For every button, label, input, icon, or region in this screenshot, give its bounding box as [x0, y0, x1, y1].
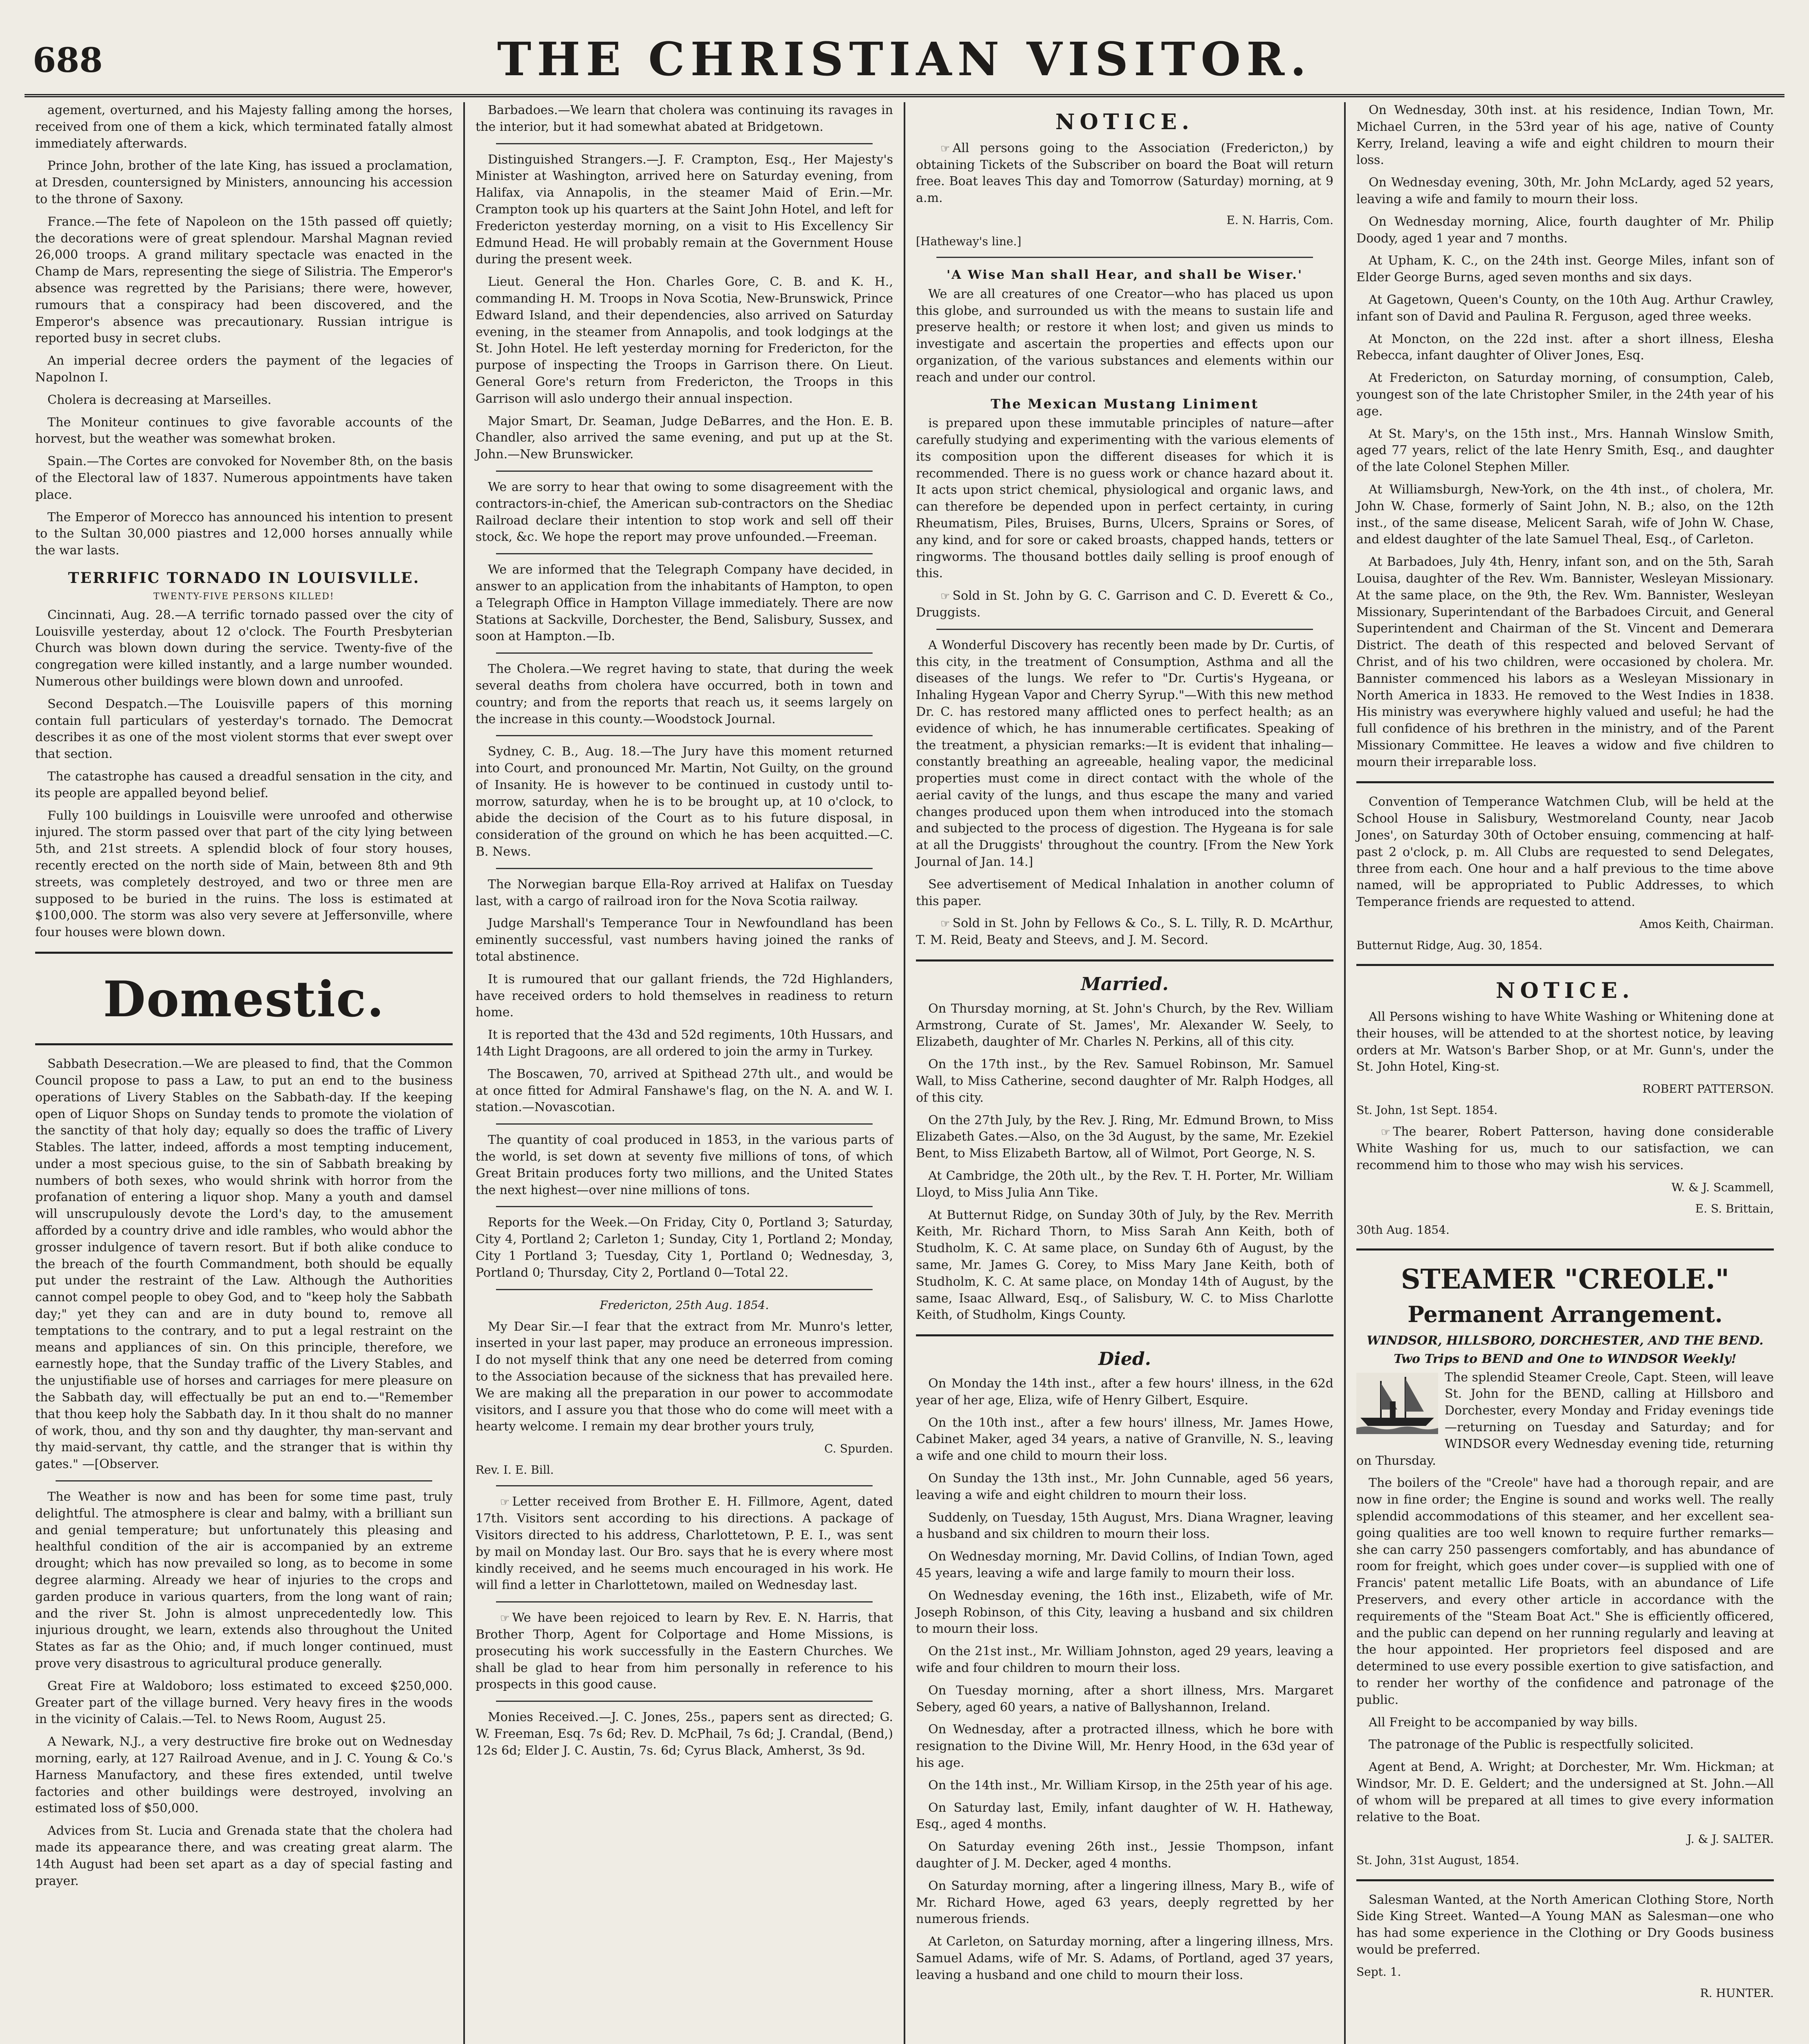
notice-paragraph: On the 17th inst., by the Rev. Samuel Robinson, Mr. Samuel Wall, to Miss Catherine, second daughter of Mr. Ralph Hodges, all of this city.: [916, 1057, 1333, 1105]
article-divider: [496, 1701, 873, 1702]
article-paragraph: My Dear Sir.—I fear that the extract from Mr. Munro's letter, inserted in your last paper, may produce an erroneous impression. I do not myself think that any one need be deterred from coming to the Association because of the sickness that has prevailed here. We are making all the preparation in our power to accommodate visitors, and I assure you that those who do come will meet with a hearty welcome. I remain my dear brother yours truly,: [476, 1319, 893, 1434]
article-paragraph: Fully 100 buildings in Louisville were unroofed and otherwise injured. The storm passed over that part of the city lying between 5th, and 21st streets. A splendid block of four story houses, recently erected on the north side of Main, between 8th and 9th streets, was completely destroyed, and two or three men are supposed to be buried in the ruins. The loss is estimated at $100,000. The storm was also very severe at Jeffersonville, where four houses were blown down.: [35, 808, 453, 940]
masthead-title: THE CHRISTIAN VISITOR.: [497, 33, 1312, 86]
notice-paragraph: On Tuesday morning, after a short illness, Mrs. Margaret Sebery, aged 60 years, a native of Ballyshannon, Ireland.: [916, 1683, 1333, 1715]
steamer-paragraph: [1356, 1369, 1774, 1470]
steamer-date: St. John, 31st August, 1854.: [1356, 1853, 1519, 1867]
article-paragraph: We are sorry to hear that owing to some disagreement with the contractors-in-chief, the American sub-contractors on the Shediac Railroad declare their intention to stop work and sell off their stock, &c. We hope the report may prove unfounded.—Freeman.: [476, 480, 893, 545]
article-divider: [496, 143, 873, 144]
article-paragraph: The Boscawen, 70, arrived at Spithead 27th ult., and would be at once fitted for Admiral Fanshawe's flag, on the N. A. and W. I. station.—Novascotian.: [476, 1067, 893, 1115]
columns-container: [25, 102, 1784, 2044]
domestic-section-title: Domestic.: [103, 970, 385, 1028]
notice-paragraph: On Saturday evening 26th inst., Jessie Thompson, infant daughter of J. M. Decker, aged 4 months.: [916, 1840, 1333, 1871]
article-divider: [496, 868, 873, 869]
article-paragraph: The quantity of coal produced in 1853, in the various parts of the world, is set down at seventy five millions of tons, of which Great Britain produces forty two millions, and the United States the next highest—over nine millions of tons.: [476, 1133, 893, 1197]
column-3: [905, 102, 1346, 2044]
article-paragraph: Prince John, brother of the late King, has issued a proclamation, at Dresden, countersigned by Ministers, announcing his accession to the throne of Saxony.: [35, 159, 453, 206]
salesman-date: Sept. 1.: [1356, 1965, 1401, 1979]
mustang-headline: The Mexican Mustang Liniment: [990, 396, 1259, 412]
page-header: [25, 16, 1784, 110]
article-paragraph: Second Despatch.—The Louisville papers of this morning contain full particulars of yesterday's tornado. The Democrat describes it as one of the most violent storms that ever swept over that section.: [35, 697, 453, 762]
notice-paragraph: At Upham, K. C., on the 24th inst. George Miles, infant son of Elder George Burns, aged seven months and six days.: [1356, 253, 1774, 285]
convention-signature: Amos Keith, Chairman.: [1639, 917, 1774, 931]
notice-paragraph: On Saturday morning, after a lingering illness, Mary B., wife of Mr. Richard Howe, aged 63 years, deeply regretted by her numerous friends.: [916, 1878, 1333, 1927]
notice-paragraph: At Barbadoes, July 4th, Henry, infant son, and on the 5th, Sarah Louisa, daughter of the Rev. Wm. Bannister, Wesleyan Missionary. At the same place, on the 9th, the Rev. Wm. Bannister, Wesleyan Missionary, Superintendant of the Barbadoes Circuit, and General Superintendent and Chairman of the St. Vincent and Demerara District. The death of this respected and beloved Servant of Christ, and of his two children, were occasioned by cholera. Mr. Bannister commenced his labors as a Wesleyan Missionary in North America in 1833. He removed to the West Indies in 1838. His ministry was everywhere highly valued and useful; he had the full confidence of his brethren in the ministry, and of the Parent Missionary Committee. He leaves a widow and five children to mourn their irreparable loss.: [1356, 555, 1774, 769]
article-paragraph: We are all creatures of one Creator—who has placed us upon this globe, and surrounded us with the means to sustain life and preserve health; or restore it when lost; and given us minds to investigate and ascertain the properties and effects upon our organization, of the various substances and elements within our reach and under our control.: [916, 287, 1333, 385]
notice-paragraph: On Wednesday evening, 30th, Mr. John McLardy, aged 52 years, leaving a wife and family to mourn their loss.: [1356, 175, 1774, 206]
pointing-hand-icon: ☞: [1381, 1126, 1391, 1139]
article-paragraph: agement, overturned, and his Majesty falling among the horses, received from one of them a kick, which terminated fatally almost immediately afterwards.: [35, 103, 453, 151]
article-paragraph: Monies Received.—J. C. Jones, 25s., papers sent as directed; G. W. Freeman, Esq. 7s 6d; Rev. D. McPhail, 7s 6d; J. Crandal, (Bend,) 12s 6d; Elder J. C. Austin, 7s. 6d; Cyrus Black, Amherst, 3s 9d.: [476, 1710, 893, 1758]
notice-paragraph: On Wednesday morning, Alice, fourth daughter of Mr. Philip Doody, aged 1 year and 7 months.: [1356, 214, 1774, 246]
article-paragraph: A Wonderful Discovery has recently been made by Dr. Curtis, of this city, in the treatment of Consumption, Asthma and all the diseases of the lungs. We refer to "Dr. Curtis's Hygeana, or Inhaling Hygean Vapor and Cherry Syrup."—With this new method Dr. C. has restored many afflicted ones to perfect health; as an evidence of which, he has innumerable certificates. Speaking of the treatment, a physician remarks:—It is evident that inhaling—constantly breathing an agreeable, healing vapor, the medicinal properties must come in direct contact with the whole of the aerial cavity of the lungs, and thus escape the many and varied changes produced upon them when introduced into the stomach and subjected to the process of digestion. The Hygeana is for sale at all the Druggists' throughout the country. [From the New York Journal of Jan. 14.]: [916, 638, 1333, 870]
article-paragraph: The Moniteur continues to give favorable accounts of the horvest, but the weather was somewhat broken.: [35, 415, 453, 446]
steamer-signature: J. & J. SALTER.: [1687, 1832, 1774, 1846]
notice-paragraph: On Wednesday, 30th inst. at his residence, Indian Town, Mr. Michael Curren, in the 53rd year of his age, native of County Kerry, Ireland, leaving a wife and eight children to mourn their loss.: [1356, 103, 1774, 168]
article-paragraph: [476, 1610, 893, 1693]
notice-paragraph: On the 14th inst., Mr. William Kirsop, in the 25th year of his age.: [928, 1778, 1333, 1793]
died-section-title: Died.: [1098, 1349, 1151, 1370]
notice-signature: ROBERT PATTERSON.: [1642, 1082, 1774, 1096]
pointing-hand-icon: ☞: [500, 1612, 510, 1625]
steamer-paragraph: The boilers of the "Creole" have had a thorough repair, and are now in fine order; the Engine is sound and works well. The really splendid accommodations of this steamer, and her excellent sea-going qualities are too well known to require further remarks—she can carry 250 passengers comfortably, and has abundance of room for freight, which goes under cover—is supplied with one of Francis' patent metallic Life Boats, with an abundance of Life Preservers, and every other article in accordance with the requirements of the "Steam Boat Act." She is efficiently officered, and the public can depend on her running regularly and leaving at the hour appointed. Her proprietors feel disposed and are determined to use every possible exertion to give satisfaction, and to render her worthy of the confidence and patronage of the public.: [1356, 1476, 1774, 1707]
notice-paragraph: On Saturday last, Emily, infant daughter of W. H. Hatheway, Esq., aged 4 months.: [916, 1800, 1333, 1832]
article-paragraph: See advertisement of Medical Inhalation in another column of this paper.: [916, 877, 1333, 908]
column-1: [25, 102, 465, 2044]
header-rule: [25, 94, 1784, 97]
article-paragraph: [476, 1494, 893, 1594]
article-paragraph: It is rumoured that our gallant friends, the 72d Highlanders, have received orders to hold themselves in readiness to return home.: [476, 972, 893, 1020]
section-divider: [35, 1043, 453, 1045]
article-divider: [496, 652, 873, 654]
married-section-title: Married.: [1081, 974, 1169, 995]
article-paragraph: is prepared upon these immutable principles of nature—after carefully studying and experimenting with the various elements of its composition upon the different diseases for which it is recommended. There is no guess work or chance hazard about it. It acts upon strict chemical, physiological and organic laws, and can therefore be depended upon in perfect certainty, in curing Rheumatism, Piles, Bruises, Burns, Ulcers, Sprains or Sores, of any kind, and for sore or caked broasts, chapped hands, tetters or ringworms. The thousand bottles daily selling is proof enough of this.: [916, 416, 1333, 581]
bearer-signature: W. & J. Scammell,: [1671, 1180, 1774, 1194]
section-divider: [916, 959, 1333, 961]
article-paragraph: We are informed that the Telegraph Company have decided, in answer to an application from the inhabitants of Hampton, to open a Telegraph Office in Hampton Village immediately. There are now Stations at Sackville, Dorchester, the Bend, Salisbury, Sussex, and soon at Hampton.—Ib.: [476, 563, 893, 644]
article-paragraph: Sydney, C. B., Aug. 18.—The Jury have this moment returned into Court, and pronounced Mr. Martin, Not Guilty, on the ground of Insanity. He is however to be continued in custody until to-morrow, saturday, when he is to be brought up, at 10 o'clock, to abide the decision of the Court as to his future disposal, in consideration of the ground on which he has been acquitted.—C. B. News.: [476, 744, 893, 859]
notice-paragraph: On Sunday the 13th inst., Mr. John Cunnable, aged 56 years, leaving a wife and eight children to mourn their loss.: [916, 1471, 1333, 1502]
article-paragraph: France.—The fete of Napoleon on the 15th passed off quietly; the decorations were of great splendour. Marshal Magnan revied 26,000 troops. A grand military spectacle was enacted in the Champ de Mars, representing the siege of Silistria. The Emperor's absence was regretted by the Parisians; there were, however, rumours that a conspiracy had been discovered, and the Emperor's absence was precautionary. Russian intrigue is reported busy in secret clubs.: [35, 214, 453, 346]
article-paragraph: The Emperor of Morecco has announced his intention to present to the Sultan 30,000 piastres and 12,000 horses annually while the war lasts.: [35, 510, 453, 558]
notice-title: NOTICE.: [1055, 110, 1194, 134]
article-divider: [936, 629, 1313, 630]
notice-paragraph: At Butternut Ridge, on Sunday 30th of July, by the Rev. Merrith Keith, Mr. Richard Thorn, to Miss Sarah Ann Keith, both of Studholm, K. C. At same place, on Sunday 6th of August, by the same, Mr. James G. Corey, to Miss Mary Jane Keith, both of Studholm, K. C. At same place, on Monday 14th of August, by the same, Isaac Allward, Esq., of Salisbury, W. C. to Miss Charlotte Keith, of Studholm, Kings County.: [916, 1208, 1333, 1322]
letter-dateline: Fredericton, 25th Aug. 1854.: [599, 1298, 769, 1312]
article-divider: [496, 1289, 873, 1290]
convention-notice: Convention of Temperance Watchmen Club, will be held at the School House in Salisbury, Westmoreland County, near Jacob Jones', on Saturday 30th of October ensuing, commencing at half-past 2 o'clock, p. m. All Clubs are requested to send Delegates, three from each. One hour and a half previous to the time above named, will be appropriated to Public Addresses, to which Temperance friends are requested to attend.: [1356, 795, 1774, 910]
article-paragraph: [1356, 1124, 1774, 1174]
steamship-icon: [1356, 1373, 1438, 1434]
section-divider: [916, 1334, 1333, 1336]
column-2: [465, 102, 905, 2044]
notice-note: [Hatheway's line.]: [916, 234, 1021, 248]
article-text: Letter received from Brother E. H. Fillmore, Agent, dated 17th. Visitors sent according to his directions. A package of Visitors directed to his address, Charlottetown, P. E. I., was sent by mail on Monday last. Our Bro. says that he is every where most kindly received, and he seems much encouraged in his work. He will find a letter in Charlottetown, mailed on Wednesday last.: [476, 1495, 893, 1593]
article-paragraph: Spain.—The Cortes are convoked for November 8th, on the basis of the Electoral law of 1837. Numerous appointments have taken place.: [35, 454, 453, 502]
notice-paragraph: On Wednesday, after a protracted illness, which he bore with resignation to the Divine Will, Mr. Henry Hood, in the 63d year of his age.: [916, 1722, 1333, 1770]
article-paragraph: A Newark, N.J., a very destructive fire broke out on Wednesday morning, early, at 127 Railroad Avenue, and in J. C. Young & Co.'s Harness Manufactory, and these fires extended, until twelve factories and other buildings were destroyed, involving an estimated loss of $50,000.: [35, 1735, 453, 1816]
article-divider: [496, 735, 873, 736]
pointing-hand-icon: ☞: [940, 590, 950, 603]
section-divider: [1356, 964, 1774, 966]
notice-paragraph: On Monday the 14th inst., after a few hours' illness, in the 62d year of her age, Eliza, wife of Henry Gilbert, Esquire.: [916, 1376, 1333, 1407]
steamer-route: WINDSOR, HILLSBORO, DORCHESTER, AND THE BEND.: [1367, 1334, 1764, 1348]
article-paragraph: Distinguished Strangers.—J. F. Crampton, Esq., Her Majesty's Minister at Washington, arrived here on Saturday evening, from Halifax, via Annapolis, in the steamer Maid of Erin.—Mr. Crampton took up his quarters at the Saint John Hotel, and left for Fredericton yesterday morning, on a visit to His Excellency Sir Edmund Head. He will probably remain at the Government House during the present week.: [476, 152, 893, 267]
article-divider: [496, 471, 873, 472]
notice-title: NOTICE.: [1496, 978, 1634, 1004]
letter-signature: C. Spurden.: [824, 1442, 893, 1456]
article-paragraph: The Weather is now and has been for some time past, truly delightful. The atmosphere is clear and balmy, with a brilliant sun and genial temperature; but unfortunately this pleasing and healthful condition of the air is accompanied by an extreme drought; which has now prevailed so long, as to become in some degree alarming. Already we hear of injuries to the crops and garden produce in various quarters, from the long want of rain; and the river St. John is almost unprecedentedly low. This injurious drought, we learn, extends also throughout the United States as far as the Ohio; and, if much longer continued, must prove very disastrous to agricultural produce generally.: [35, 1490, 453, 1671]
article-paragraph: The catastrophe has caused a dreadful sensation in the city, and its people are appalled beyond belief.: [35, 769, 453, 800]
article-paragraph: [916, 588, 1333, 621]
notice-signature: E. N. Harris, Com.: [1226, 213, 1333, 227]
article-paragraph: Cholera is decreasing at Marseilles.: [47, 392, 272, 407]
notice-paragraph: Suddenly, on Tuesday, 15th August, Mrs. Diana Wragner, leaving a husband and six children to mourn their loss.: [916, 1510, 1333, 1542]
convention-place: Butternut Ridge, Aug. 30, 1854.: [1356, 939, 1543, 953]
section-divider: [35, 952, 453, 954]
article-divider: [496, 1206, 873, 1207]
article-paragraph: Advices from St. Lucia and Grenada state that the cholera had made its appearance there, and was creating great alarm. The 14th August had been set apart as a day of special fasting and prayer.: [35, 1824, 453, 1888]
notice-paragraph: At Carleton, on Saturday morning, after a lingering illness, Mrs. Samuel Adams, wife of Mr. S. Adams, of Portland, aged 37 years, leaving a husband and one child to mourn their loss.: [916, 1934, 1333, 1982]
steamer-trips: Two Trips to BEND and One to WINDSOR Weekly!: [1394, 1351, 1737, 1366]
letter-recipient: Rev. I. E. Bill.: [476, 1463, 554, 1477]
article-paragraph: It is reported that the 43d and 52d regiments, 10th Hussars, and 14th Light Dragoons, are all ordered to join the army in Turkey.: [476, 1028, 893, 1059]
notice-paragraph: At Fredericton, on Saturday morning, of consumption, Caleb, youngest son of the late Christopher Smiler, in the 24th year of his age.: [1356, 371, 1774, 419]
article-divider: [496, 1123, 873, 1125]
article-text: We have been rejoiced to learn by Rev. E. N. Harris, that Brother Thorp, Agent for Colportage and Home Missions, is prosecuting his work successfully in the Eastern Churches. We shall be glad to hear from him personally in reference to his prospects in this good cause.: [476, 1611, 893, 1692]
bearer-date: 30th Aug. 1854.: [1356, 1223, 1450, 1237]
article-divider: [496, 1485, 873, 1486]
notice-paragraph: At Gagetown, Queen's County, on the 10th Aug. Arthur Crawley, infant son of David and Paulina R. Ferguson, aged three weeks.: [1356, 292, 1774, 324]
notice-paragraph: On the 10th inst., after a few hours' illness, Mr. James Howe, Cabinet Maker, aged 34 years, a native of Granville, N. S., leaving a wife and one child to mourn their loss.: [916, 1415, 1333, 1464]
article-divider: [56, 1480, 432, 1481]
steamer-title: STEAMER "CREOLE.": [1401, 1263, 1730, 1295]
article-text: Sold in St. John by Fellows & Co., S. L. Tilly, R. D. McArthur, T. M. Reid, Beaty and Steevs, and J. M. Secord.: [916, 916, 1333, 948]
section-divider: [1356, 1879, 1774, 1881]
article-paragraph: Barbadoes.—We learn that cholera was continuing its ravages in the interior, but it had somewhat abated at Bridgetown.: [476, 103, 893, 134]
wise-man-headline: 'A Wise Man shall Hear, and shall be Wiser.': [946, 268, 1303, 282]
article-paragraph: Sabbath Desecration.—We are pleased to find, that the Common Council propose to pass a Law, to put an end to the business operations of Livery Stables on the Sabbath-day. If the keeping open of Liquor Shops on Sunday tends to promote the violation of the sanctity of that holy day; equally so does the traffic of Livery Stables. The latter, indeed, affords a most tempting inducement, under a most specious guise, to the sin of Sabbath breaking by numbers of both sexes, who would shrink with horror from the profanation of entering a liquor shop. Many a youth and damsel will unscrupulously devote the Lord's day, to the amusement afforded by a country drive and idle rambles, who would abhor the grosser indulgence of tavern resort. But if both alike conduce to the breach of the fourth Commandment, both should be equally put under the restraint of the Law. Although the Authorities cannot compel people to obey God, and to "keep holy the Sabbath day;" yet they can and are in duty bound to, remove all temptations to the contrary, and to put a legal restraint on the means and appliances of sin. On this principle, therefore, we earnestly hope, that the Sunday traffic of the Livery Stables, and the unjustifiable use of horses and carriages for mere pleasure on the Sabbath day, will effectually be put an end to.—"Remember that thou keep holy the Sabbath day. In it thou shalt do no manner of work, thou, and thy son and thy daughter, thy man-servant and thy maid-servant, thy cattle, and the stranger that is within thy gates." —[Observer.: [35, 1057, 453, 1472]
article-paragraph: Major Smart, Dr. Seaman, Judge DeBarres, and the Hon. E. B. Chandler, also arrived the same evening, and put up at the St. John.—New Brunswicker.: [476, 414, 893, 462]
notice-paragraph: At Cambridge, the 20th ult., by the Rev. T. H. Porter, Mr. William Lloyd, to Miss Julia Ann Tike.: [916, 1169, 1333, 1200]
article-divider: [496, 1601, 873, 1602]
section-divider: [1356, 781, 1774, 783]
article-divider: [936, 257, 1313, 258]
pointing-hand-icon: ☞: [500, 1496, 510, 1509]
article-paragraph: [916, 140, 1333, 207]
steamer-paragraph: All Freight to be accompanied by way bills.: [1369, 1715, 1638, 1730]
pointing-hand-icon: ☞: [940, 142, 950, 155]
whitewash-notice: All Persons wishing to have White Washing or Whitening done at their houses, will be attended to at the shortest notice, by leaving orders at Mr. Watson's Barber Shop, or at Mr. Gunn's, under the St. John Hotel, King-st.: [1356, 1009, 1774, 1074]
notice-paragraph: At Moncton, on the 22d inst. after a short illness, Elesha Rebecca, infant daughter of Oliver Jones, Esq.: [1356, 332, 1774, 363]
article-paragraph: An imperial decree orders the payment of the legacies of Napolnon I.: [35, 354, 453, 385]
notice-paragraph: At Williamsburgh, New-York, on the 4th inst., of cholera, Mr. John W. Chase, formerly of Saint John, N. B.; also, on the 12th inst., of the same disease, Melicent Sarah, wife of John W. Chase, and eldest daughter of the late Samuel Theal, Esq., of Carleton.: [1356, 482, 1774, 547]
tornado-headline: TERRIFIC TORNADO IN LOUISVILLE.: [68, 569, 420, 587]
article-text: All persons going to the Association (Fredericton,) by obtaining Tickets of the Subscriber on board the Boat will return free. Boat leaves This day and Tomorrow (Saturday) morning, at 9 a.m.: [916, 141, 1333, 206]
article-paragraph: Judge Marshall's Temperance Tour in Newfoundland has been eminently successful, vast numbers having joined the ranks of total abstinence.: [476, 916, 893, 964]
steamer-subtitle: Permanent Arrangement.: [1407, 1301, 1723, 1327]
article-paragraph: The Cholera.—We regret having to state, that during the week several deaths from cholera have occurred, both in town and country; and from the reports that reach us, it seems largely on the increase in this county.—Woodstock Journal.: [476, 662, 893, 726]
bearer-signature-2: E. S. Brittain,: [1695, 1201, 1774, 1215]
notice-date: St. John, 1st Sept. 1854.: [1356, 1103, 1498, 1117]
pointing-hand-icon: ☞: [940, 918, 950, 930]
article-paragraph: Reports for the Week.—On Friday, City 0, Portland 3; Saturday, City 4, Portland 2; Carleton 1; Sunday, City 1, Portland 2; Monday, City 1 Portland 3; Tuesday, City 1, Portland 0; Wednesday, 3, Portland 0; Thursday, City 2, Portland 0—Total 22.: [476, 1215, 893, 1280]
page-number: 688: [33, 41, 103, 80]
section-divider: [1356, 1248, 1774, 1251]
article-paragraph: [916, 915, 1333, 949]
steamer-paragraph: The patronage of the Public is respectfully solicited.: [1369, 1737, 1694, 1752]
article-paragraph: Cincinnati, Aug. 28.—A terrific tornado passed over the city of Louisville yesterday, about 12 o'clock. The Fourth Presbyterian Church was blown down during the service. Twenty-five of the congregation were killed instantly, and a large number wounded. Numerous other buildings were blown down and unroofed.: [35, 607, 453, 689]
article-text: Sold in St. John by G. C. Garrison and C. D. Everett & Co., Druggists.: [916, 589, 1333, 620]
notice-paragraph: On the 27th July, by the Rev. J. Ring, Mr. Edmund Brown, to Miss Elizabeth Gates.—Also, on the 3d August, by the same, Mr. Ezekiel Bent, to Miss Elizabeth Bartow, all of Wilmot, Port George, N. S.: [916, 1113, 1333, 1161]
steamer-paragraph: Agent at Bend, A. Wright; at Dorchester, Mr. Wm. Hickman; at Windsor, Mr. D. E. Geldert; and the undersigned at St. John.—All of whom will be prepared at all times to give every information relative to the Boat.: [1356, 1760, 1774, 1824]
notice-paragraph: At St. Mary's, on the 15th inst., Mrs. Hannah Winslow Smith, aged 77 years, relict of the late Henry Smith, Esq., and daughter of the late Colonel Stephen Miller.: [1356, 426, 1774, 475]
article-paragraph: Great Fire at Waldoboro; loss estimated to exceed $250,000. Greater part of the village burned. Very heavy fires in the woods in the vicinity of Calais.—Tel. to News Room, August 25.: [35, 1679, 453, 1727]
salesman-signature: R. HUNTER.: [1700, 1986, 1774, 2000]
notice-paragraph: On Wednesday evening, the 16th inst., Elizabeth, wife of Mr. Joseph Robinson, of this City, leaving a husband and six children to mourn their loss.: [916, 1588, 1333, 1636]
article-paragraph: The Norwegian barque Ella-Roy arrived at Halifax on Tuesday last, with a cargo of railroad iron for the Nova Scotia railway.: [476, 877, 893, 908]
steamer-text: The splendid Steamer Creole, Capt. Steen, will leave St. John for the BEND, calling at Hillsboro and Dorchester, every Monday and Friday evenings tide—returning on Tuesday and Saturday; and for WINDSOR every Wednesday evening tide, returning on Thursday.: [1356, 1370, 1774, 1468]
notice-paragraph: On the 21st inst., Mr. William Johnston, aged 29 years, leaving a wife and four children to mourn their loss.: [916, 1644, 1333, 1676]
article-divider: [496, 553, 873, 554]
salesman-ad: Salesman Wanted, at the North American Clothing Store, North Side King Street. Wanted—A Young MAN as Salesman—one who has had some experience in the Clothing or Dry Goods business would be preferred.: [1356, 1892, 1774, 1957]
notice-paragraph: On Wednesday morning, Mr. David Collins, of Indian Town, aged 45 years, leaving a wife and large family to mourn their loss.: [916, 1549, 1333, 1581]
column-4: [1346, 102, 1784, 2044]
notice-paragraph: On Thursday morning, at St. John's Church, by the Rev. William Armstrong, Curate of St. James', Mr. Alexander W. Seely, to Elizabeth, daughter of Mr. Charles N. Perkins, all of this city.: [916, 1001, 1333, 1049]
article-text: The bearer, Robert Patterson, having done considerable White Washing for us, much to our satisfaction, we can recommend him to those who may wish his services.: [1356, 1125, 1774, 1172]
tornado-subheadline: TWENTY-FIVE PERSONS KILLED!: [153, 591, 334, 602]
article-paragraph: Lieut. General the Hon. Charles Gore, C. B. and K. H., commanding H. M. Troops in Nova Scotia, New-Brunswick, Prince Edward Island, and their dependencies, also arrived on Saturday evening, in the steamer from Annapolis, and took lodgings at the St. John Hotel. He left yesterday morning for Fredericton, for the purpose of inspecting the Troops in Garrison there. On Lieut. General Gore's return from Fredericton, the Troops in this Garrison will aslo undergo their annual inspection.: [476, 275, 893, 406]
